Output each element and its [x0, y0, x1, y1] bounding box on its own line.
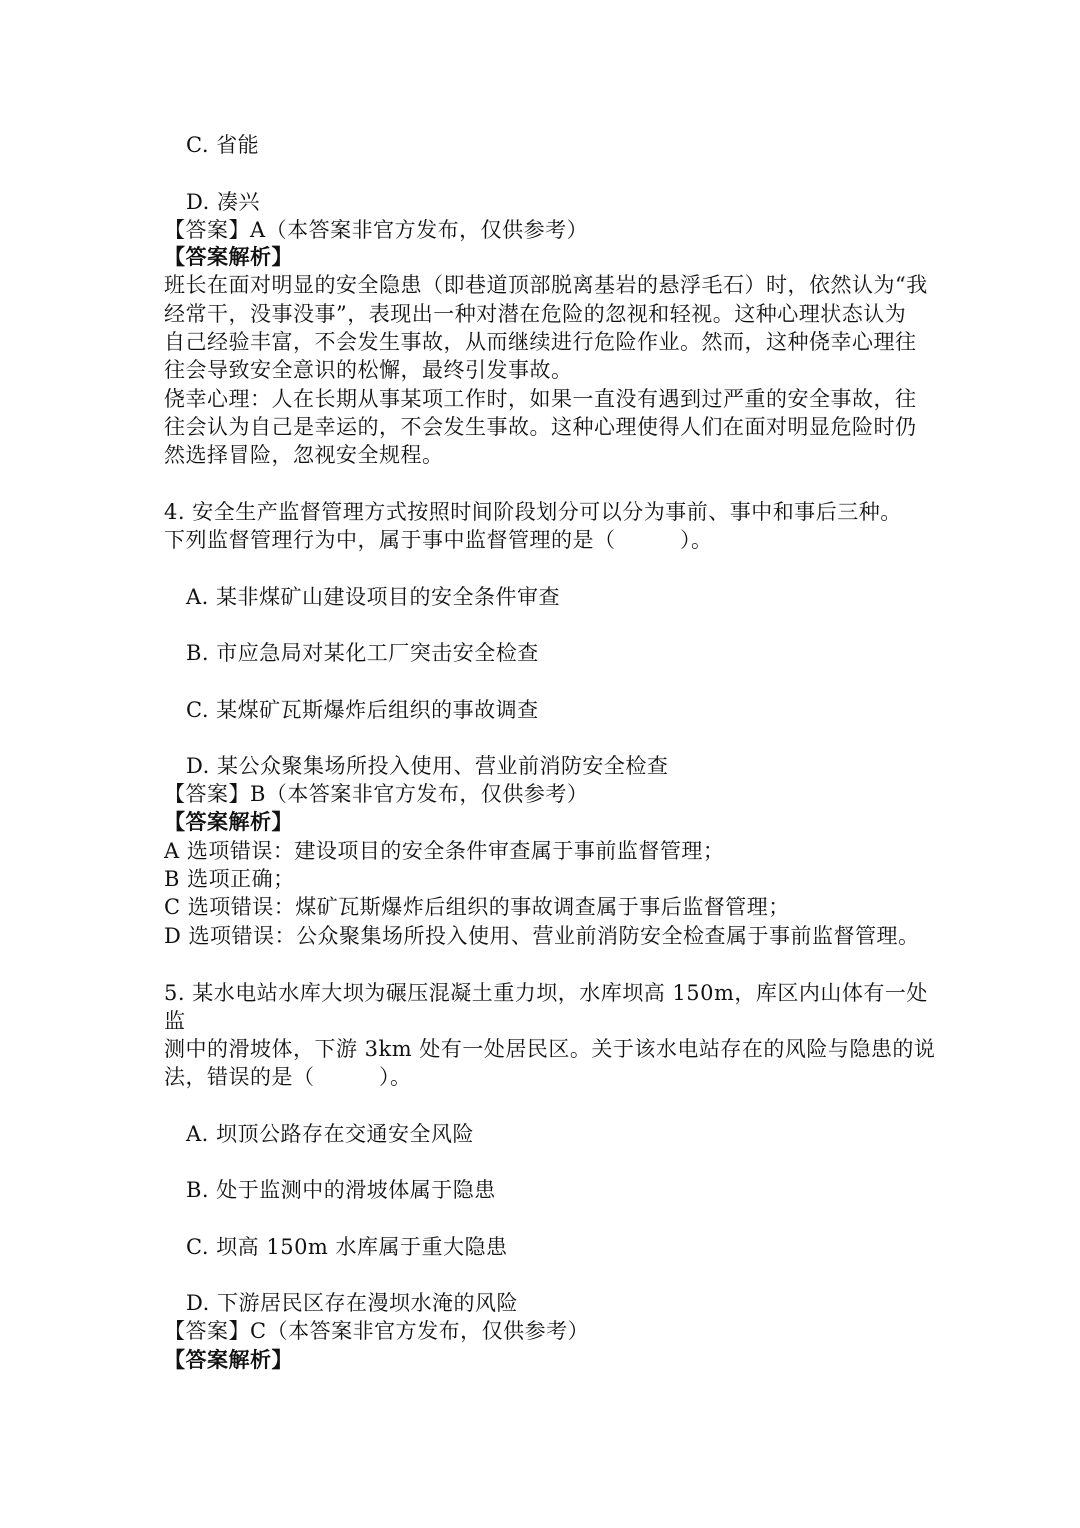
- analysis-text: B 选项正确；: [164, 867, 295, 891]
- option-c: C. 省能: [186, 133, 260, 157]
- question-stem: 法，错误的是（ ）。: [164, 1065, 412, 1089]
- analysis-label: 【答案解析】: [164, 1347, 293, 1372]
- option-b: B. 处于监测中的滑坡体属于隐患: [186, 1178, 496, 1202]
- option-c: C. 某煤矿瓦斯爆炸后组织的事故调查: [186, 698, 539, 722]
- answer-line: 【答案】C（本答案非官方发布，仅供参考）: [164, 1319, 590, 1343]
- analysis-text: 往会导致安全意识的松懈，最终引发事故。: [164, 358, 573, 382]
- question-stem: 5. 某水电站水库大坝为碾压混凝土重力坝，水库坝高 150m，库区内山体有一处: [164, 981, 928, 1005]
- analysis-text: A 选项错误：建设项目的安全条件审查属于事前监督管理；: [164, 839, 725, 863]
- analysis-label: 【答案解析】: [164, 244, 293, 269]
- analysis-text: C 选项错误：煤矿瓦斯爆炸后组织的事故调查属于事后监督管理；: [164, 895, 790, 919]
- answer-line: 【答案】B（本答案非官方发布，仅供参考）: [164, 782, 589, 806]
- question-stem: 监: [164, 1009, 186, 1033]
- analysis-text: 往会认为自己是幸运的，不会发生事故。这种心理使得人们在面对明显危险时仍: [164, 415, 917, 439]
- answer-line: 【答案】A（本答案非官方发布，仅供参考）: [164, 218, 589, 242]
- analysis-text: 侥幸心理：人在长期从事某项工作时，如果一直没有遇到过严重的安全事故，往: [164, 387, 917, 411]
- analysis-text: 班长在面对明显的安全隐患（即巷道顶部脱离基岩的悬浮毛石）时，依然认为“我: [164, 273, 928, 297]
- option-a: A. 某非煤矿山建设项目的安全条件审查: [186, 585, 561, 609]
- question-stem: 4. 安全生产监督管理方式按照时间阶段划分可以分为事前、事中和事后三种。: [164, 500, 902, 524]
- analysis-text: 然选择冒险，忽视安全规程。: [164, 443, 444, 467]
- option-c: C. 坝高 150m 水库属于重大隐患: [186, 1235, 508, 1259]
- question-stem: 下列监督管理行为中，属于事中监督管理的是（ ）。: [164, 528, 713, 552]
- analysis-label: 【答案解析】: [164, 809, 293, 834]
- option-d: D. 下游居民区存在漫坝水淹的风险: [186, 1291, 518, 1315]
- analysis-text: 自己经验丰富，不会发生事故，从而继续进行危险作业。然而，这种侥幸心理往: [164, 330, 917, 354]
- option-d: D. 凑兴: [186, 190, 260, 214]
- analysis-text: 经常干，没事没事”，表现出一种对潜在危险的忽视和轻视。这种心理状态认为: [164, 302, 907, 326]
- option-d: D. 某公众聚集场所投入使用、营业前消防安全检查: [186, 754, 669, 778]
- option-b: B. 市应急局对某化工厂突击安全检查: [186, 641, 539, 665]
- option-a: A. 坝顶公路存在交通安全风险: [186, 1122, 475, 1146]
- analysis-text: D 选项错误：公众聚集场所投入使用、营业前消防安全检查属于事前监督管理。: [164, 924, 920, 948]
- question-stem: 测中的滑坡体，下游 3km 处有一处居民区。关于该水电站存在的风险与隐患的说: [164, 1037, 936, 1061]
